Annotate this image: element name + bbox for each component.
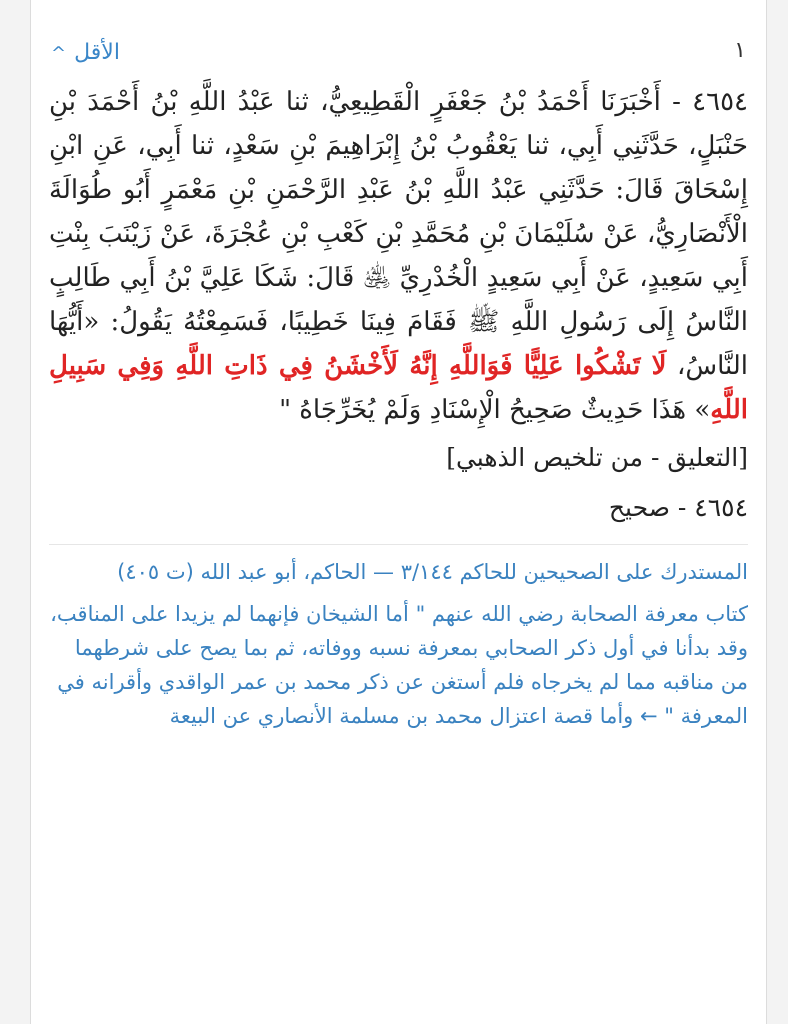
- hadith-text-before: ٤٦٥٤ - أَخْبَرَنَا أَحْمَدُ بْنُ جَعْفَرٍ الْقَطِيعِيُّ، ثنا عَبْدُ اللَّهِ بْنُ أَحْمَدَ بْنِ حَنْبَلٍ، حَدَّثَنِي أَبِي، ثنا يَعْقُوبُ بْنُ إِبْرَاهِيمَ بْنِ سَعْدٍ، ثنا أَبِي، عَنِ ابْنِ إِسْحَاقَ قَالَ: حَدَّثَنِي عَبْدُ اللَّهِ بْنُ عَبْدِ الرَّحْمَنِ بْنِ مَعْمَرٍ أَبُو طُوَالَةَ الْأَنْصَارِيُّ، عَنْ سُلَيْمَانَ بْنِ مُحَمَّدِ بْنِ كَعْبِ بْنِ عُجْرَةَ، عَنْ زَيْنَبَ بِنْتِ أَبِي سَعِيدٍ، عَنْ أَبِي سَعِيدٍ الْخُدْرِيِّ ﵁ قَالَ: شَكَا عَلِيَّ بْنُ أَبِي طَالِبٍ النَّاسُ إِلَى رَسُولِ اللَّهِ ﷺ فَقَامَ فِينَا خَطِيبًا، فَسَمِعْتُهُ يَقُولُ: «أَيُّهَا النَّاسُ،: [49, 87, 748, 381]
- source-citation-link[interactable]: المستدرك على الصحيحين للحاكم ٣/١٤٤ — الحاكم، أبو عبد الله (ت ٤٠٥): [117, 560, 748, 584]
- divider: [49, 544, 748, 545]
- hadith-text: [49, 80, 748, 432]
- show-less-button[interactable]: [51, 40, 120, 65]
- result-content: [49, 36, 748, 733]
- hadith-grade: ٤٦٥٤ - صحيح: [608, 493, 748, 522]
- show-less-label: الأقل: [74, 40, 120, 65]
- result-card: [30, 0, 767, 1024]
- hadith-highlight: لَا تَشْكُوا عَلِيًّا فَوَاللَّهِ إِنَّهُ لَأَخْشَنُ فِي ذَاتِ اللَّهِ وَفِي سَبِيلِ اللَّهِ: [49, 351, 748, 425]
- result-number: ١: [734, 38, 746, 63]
- chevron-up-icon: ^: [51, 43, 67, 64]
- commentary-header: [التعليق - من تلخيص الذهبي]: [446, 443, 748, 472]
- source-chapter-link[interactable]: كتاب معرفة الصحابة رضي الله عنهم " أما الشيخان فإنهما لم يزيدا على المناقب، وقد بدأنا في أول ذكر الصحابي بمعرفة نسبه ووفاته، ثم بما يصح على شرطهما من مناقبه مما لم يخرجاه فلم أستغن عن ذكر محمد بن عمر الواقدي وأقرانه في المعرفة " ← وأما قصة اعتزال محمد بن مسلمة الأنصاري عن البيعة: [50, 602, 748, 728]
- result-header: [49, 36, 748, 80]
- hadith-text-after: » هَذَا حَدِيثٌ صَحِيحُ الْإِسْنَادِ وَلَمْ يُخَرِّجَاهُ ": [279, 395, 711, 425]
